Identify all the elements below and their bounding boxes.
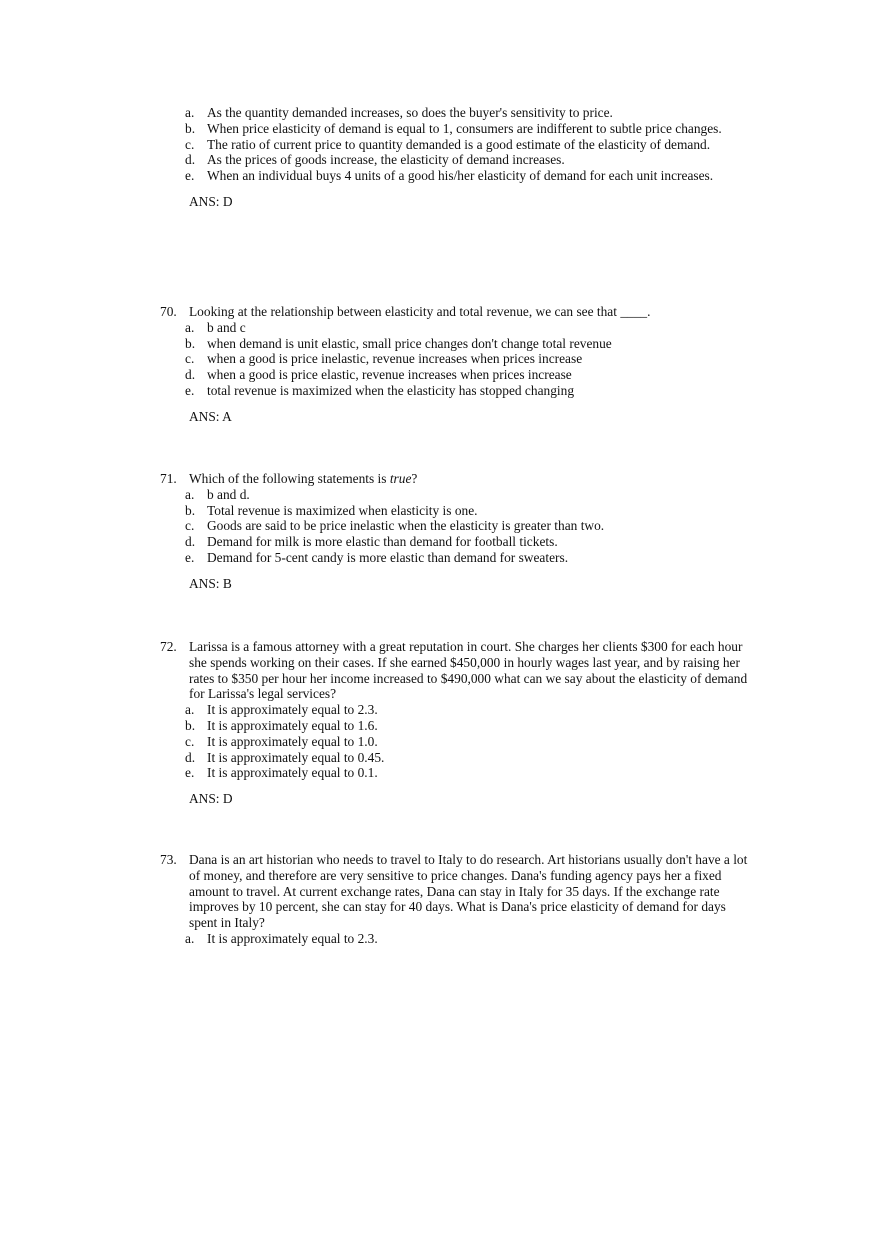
option-text: As the quantity demanded increases, so does the buyer's sensitivity to price.: [207, 105, 613, 120]
option-text: Demand for milk is more elastic than demand for football tickets.: [207, 534, 558, 550]
option-b: [160, 503, 697, 519]
option-d: [160, 534, 697, 550]
option-c: [160, 137, 737, 153]
option-letter: b.: [185, 120, 196, 136]
option-text: It is approximately equal to 2.3.: [207, 930, 378, 946]
option-c: [160, 351, 697, 367]
answer-key: ANS: A: [189, 408, 232, 424]
option-b: [160, 336, 697, 352]
option-text: Demand for 5-cent candy is more elastic than demand for sweaters.: [207, 549, 569, 565]
question-text-after: ?: [411, 471, 418, 486]
option-letter: b.: [185, 717, 196, 733]
question-number: 70.: [160, 304, 177, 319]
question-73: [160, 852, 760, 947]
option-letter: a.: [185, 702, 195, 718]
question-number: 72.: [160, 639, 177, 654]
question-number: 73.: [160, 852, 177, 867]
option-text: As the prices of goods increase, the elasticity of demand increases.: [207, 152, 565, 168]
question-stem: [160, 852, 755, 931]
question-stem: [160, 639, 749, 702]
option-letter: a.: [185, 319, 195, 335]
option-text: b and d.: [207, 486, 250, 502]
option-letter: b.: [185, 335, 196, 351]
option-letter: c.: [185, 136, 195, 152]
option-text: Goods are said to be price inelastic when the elasticity is greater than two.: [207, 518, 605, 534]
option-letter: a.: [185, 930, 195, 946]
option-text: total revenue is maximized when the elasticity has stopped changing: [207, 382, 575, 398]
option-text: when a good is price elastic, revenue increases when prices increase: [207, 367, 572, 383]
answer-key: ANS: D: [189, 193, 233, 209]
option-text: It is approximately equal to 0.1.: [207, 765, 378, 781]
option-a: [160, 487, 697, 503]
option-text: when a good is price inelastic, revenue increases when prices increase: [207, 351, 583, 367]
question-number: 71.: [160, 471, 177, 486]
option-letter: e.: [185, 168, 195, 184]
option-letter: b.: [185, 502, 196, 518]
option-list: [160, 702, 760, 781]
option-text: It is approximately equal to 1.0.: [207, 733, 378, 749]
option-d: [160, 750, 697, 766]
option-d: [160, 152, 737, 168]
option-d: [160, 367, 697, 383]
option-text: It is approximately equal to 0.45.: [207, 749, 385, 765]
question-69-fragment: [160, 105, 760, 210]
option-a: [160, 931, 697, 947]
option-text: b and c: [207, 319, 246, 335]
question-text-before: Which of the following statements is: [189, 471, 390, 486]
option-e: [160, 550, 697, 566]
option-text: It is approximately equal to 1.6.: [207, 717, 378, 733]
option-e: [160, 383, 697, 399]
option-e: [160, 765, 697, 781]
option-e: [160, 168, 737, 184]
answer-key: ANS: B: [189, 575, 232, 591]
question-70: [160, 304, 760, 425]
option-letter: d.: [185, 152, 196, 168]
option-letter: a.: [185, 105, 195, 120]
option-b: [160, 718, 697, 734]
answer-key: ANS: D: [189, 791, 233, 807]
option-text: The ratio of current price to quantity demanded is a good estimate of the elasticity of demand.: [207, 136, 711, 152]
option-letter: d.: [185, 749, 196, 765]
option-letter: c.: [185, 351, 195, 367]
option-letter: d.: [185, 367, 196, 383]
question-72: [160, 639, 760, 807]
option-a: [160, 105, 737, 121]
question-text: Dana is an art historian who needs to travel to Italy to do research. Art historians usually don't have a lot of money, and therefore are very sensitive to price changes. Dana's funding agency pays her a fixed amount to travel. At current exchange rates, Dana can stay in Italy for 35 days. If the exchange rate improves by 10 percent, she can stay for 40 days. What is Dana's price elasticity of demand for days spent in Italy?: [189, 852, 748, 931]
question-stem: [160, 304, 760, 320]
option-letter: d.: [185, 534, 196, 550]
option-text: when demand is unit elastic, small price changes don't change total revenue: [207, 335, 612, 351]
option-a: [160, 320, 697, 336]
option-letter: c.: [185, 518, 195, 534]
option-letter: a.: [185, 486, 195, 502]
option-list: [160, 931, 760, 947]
option-letter: e.: [185, 765, 195, 781]
question-stem: [160, 471, 760, 487]
option-a: [160, 702, 697, 718]
question-text: Looking at the relationship between elasticity and total revenue, we can see that ____.: [189, 304, 651, 319]
option-list: [160, 320, 760, 399]
option-list: [160, 105, 760, 184]
option-letter: e.: [185, 549, 195, 565]
option-text: Total revenue is maximized when elasticity is one.: [207, 502, 478, 518]
option-c: [160, 518, 697, 534]
option-c: [160, 734, 697, 750]
option-text: When an individual buys 4 units of a good his/her elasticity of demand for each unit increases.: [207, 168, 714, 184]
option-letter: c.: [185, 733, 195, 749]
option-letter: e.: [185, 382, 195, 398]
question-71: [160, 471, 760, 592]
question-text-emphasis: true: [389, 471, 412, 486]
option-text: It is approximately equal to 2.3.: [207, 702, 378, 718]
option-text: When price elasticity of demand is equal to 1, consumers are indifferent to subtle price changes.: [207, 120, 722, 136]
option-list: [160, 487, 760, 566]
option-b: [160, 121, 737, 137]
question-text: Larissa is a famous attorney with a great reputation in court. She charges her clients $300 for each hour she spends working on their cases. If she earned $450,000 in hourly wages last year, and by raising her rates to $350 per hour her income increased to $490,000 what can we say about the elasticity of demand for Larissa's legal services?: [189, 639, 748, 702]
